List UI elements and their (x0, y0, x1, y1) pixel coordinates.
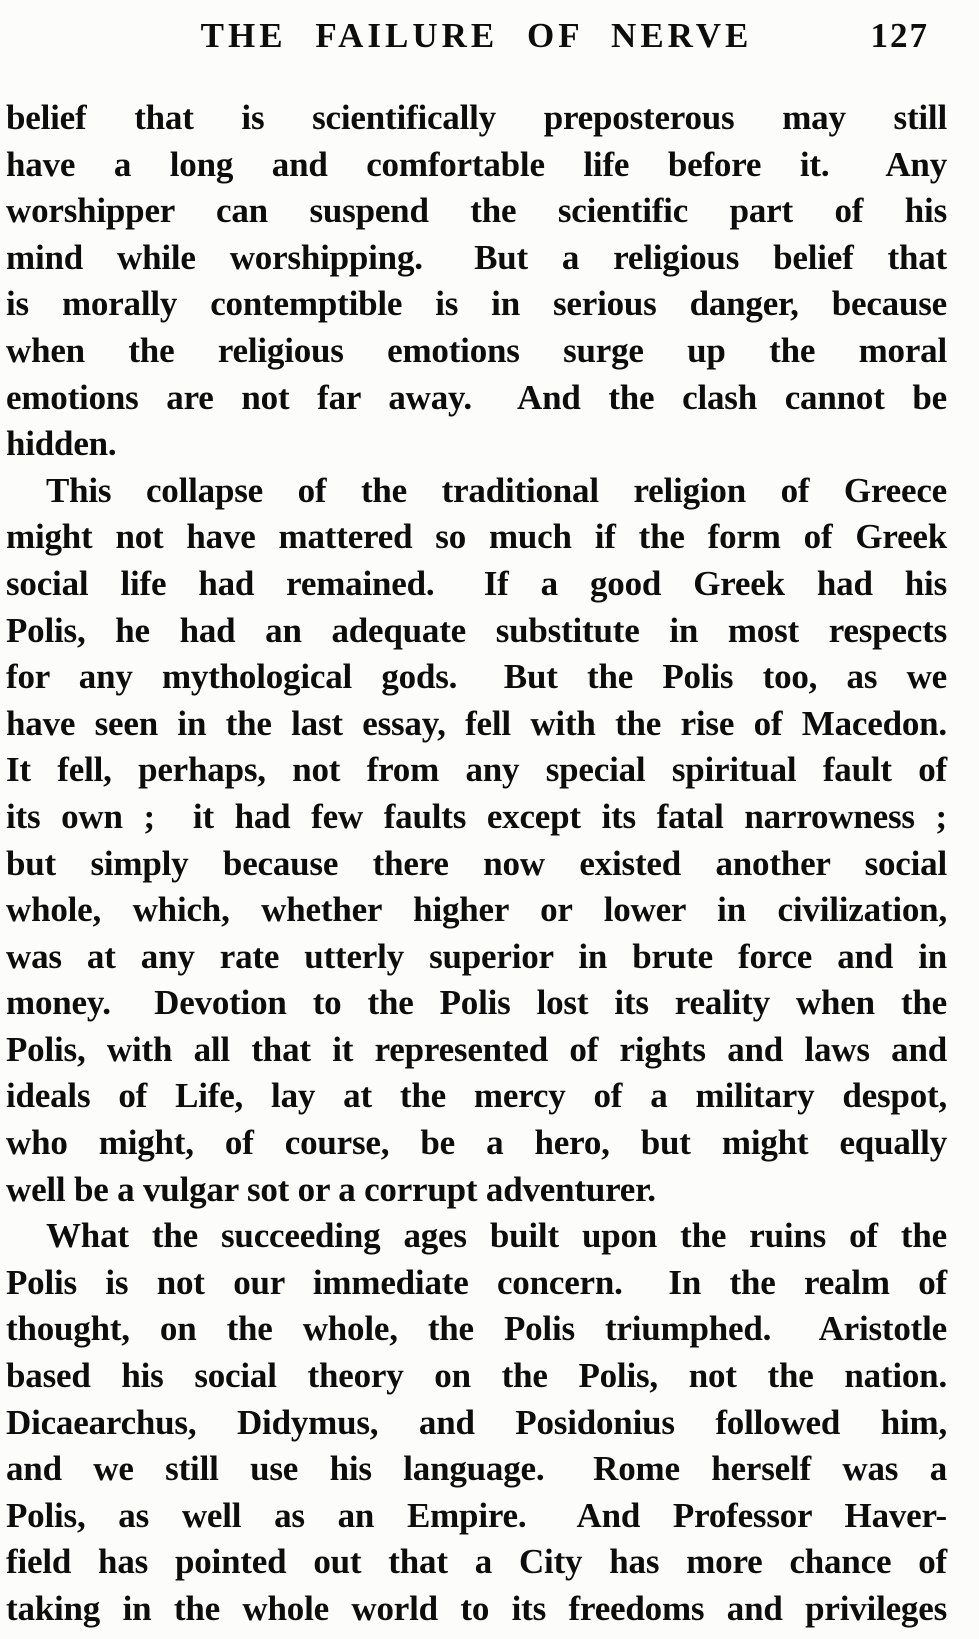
text-line: This collapse of the traditional religion of Greece (46, 470, 947, 510)
text-line: might not have mattered so much if the form of Greek (6, 517, 947, 557)
text-line: Polis, as well as an Empire. And Professor Haver- (6, 1495, 947, 1535)
text-line: What the succeeding ages built upon the ruins of the (46, 1216, 947, 1256)
text-line: It fell, perhaps, not from any special spiritual fault of (6, 750, 947, 790)
text-line: for any mythological gods. But the Polis too, as we (6, 657, 947, 697)
text-line: was at any rate utterly superior in brute force and in (6, 936, 947, 976)
text-line: when the religious emotions surge up the moral (6, 330, 947, 370)
text-line: have seen in the last essay, fell with the rise of Macedon. (6, 703, 947, 743)
text-line: emotions are not far away. And the clash cannot be (6, 377, 947, 417)
text-line: and we still use his language. Rome herself was a (6, 1449, 947, 1489)
text-line: belief that is scientifically preposterous may still (6, 98, 947, 137)
text-line: ideals of Life, lay at the mercy of a military despot, (6, 1076, 947, 1116)
text-line: well be a vulgar sot or a corrupt adventurer. (6, 1169, 656, 1209)
text-line: mind while worshipping. But a religious belief that (6, 237, 947, 277)
page-number: 127 (870, 16, 929, 55)
text-line: who might, of course, be a hero, but might equally (6, 1123, 947, 1163)
text-line: money. Devotion to the Polis lost its reality when the (6, 983, 947, 1023)
text-line: whole, which, whether higher or lower in civilization, (6, 890, 947, 930)
text-line: field has pointed out that a City has more chance of (6, 1542, 947, 1582)
page-body (6, 95, 947, 1633)
text-line: Polis, with all that it represented of rights and laws and (6, 1029, 947, 1069)
paragraph (6, 468, 947, 1214)
text-line: Polis is not our immediate concern. In the realm of (6, 1262, 947, 1302)
text-line: worshipper can suspend the scientific part of his (6, 191, 947, 231)
text-line: have a long and comfortable life before it. Any (6, 144, 947, 184)
text-line: social life had remained. If a good Greek had his (6, 563, 947, 603)
text-line: thought, on the whole, the Polis triumphed. Aristotle (6, 1309, 947, 1349)
running-header (6, 16, 947, 56)
text-line: hidden. (6, 424, 117, 464)
text-line: but simply because there now existed another social (6, 843, 947, 883)
text-line: is morally contemptible is in serious danger, because (6, 284, 947, 324)
text-line: Polis, he had an adequate substitute in most respects (6, 610, 947, 650)
paragraph (6, 1213, 947, 1632)
text-line: Dicaearchus, Didymus, and Posidonius followed him, (6, 1402, 947, 1442)
paragraph (6, 95, 947, 468)
chapter-title: THE FAILURE OF NERVE (200, 16, 753, 55)
text-line: based his social theory on the Polis, not the nation. (6, 1356, 947, 1396)
text-line: its own ; it had few faults except its fatal narrowness ; (6, 796, 947, 836)
text-line: taking in the whole world to its freedoms and privileges (6, 1589, 947, 1628)
